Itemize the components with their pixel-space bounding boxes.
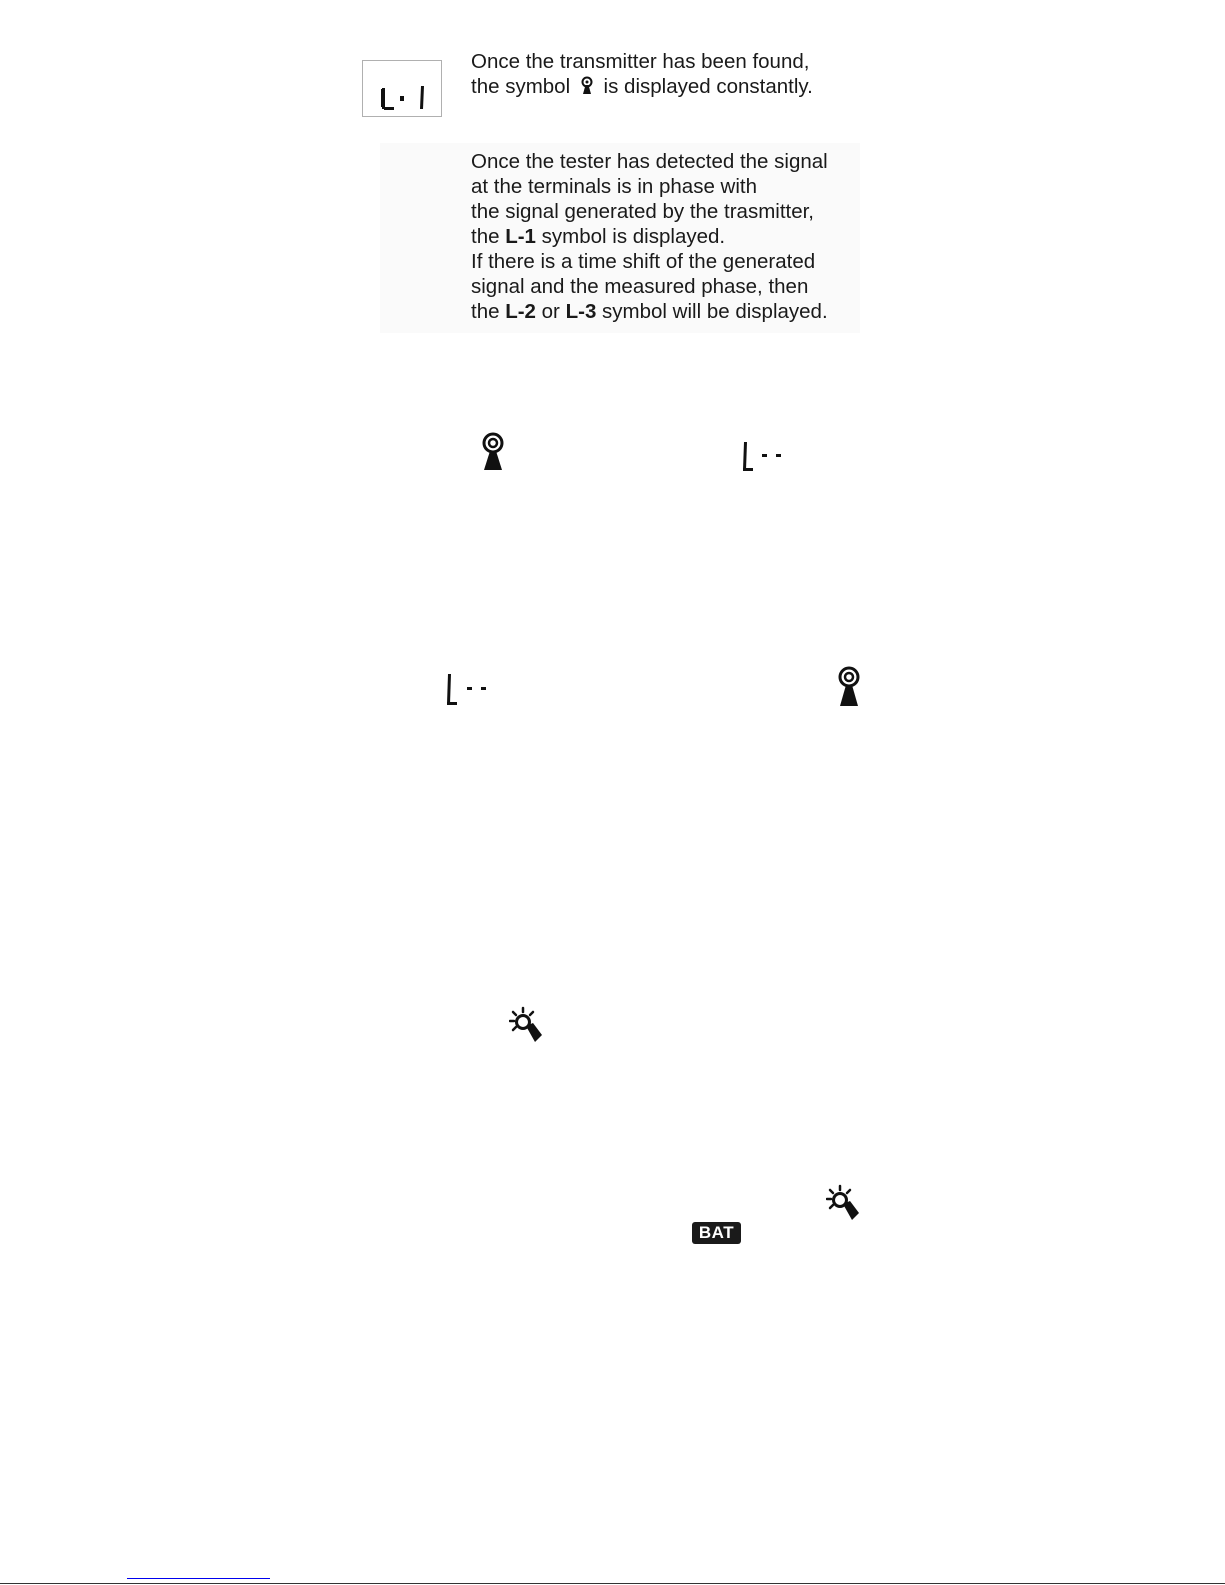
battery-icon: BAT — [692, 1222, 741, 1244]
para1-line2 — [471, 74, 813, 99]
para2-l4-c: symbol is displayed. — [541, 225, 726, 248]
para2-line3: the signal generated by the trasmitter, — [471, 200, 815, 223]
para1-line1: Once the transmitter has been found, — [471, 50, 810, 73]
para2-line2: at the terminals is in phase with — [471, 175, 757, 198]
lcd-l-dash-dash-icon — [741, 440, 791, 474]
paragraph-transmitter-found — [471, 49, 813, 99]
lcd-l-dash-dash-icon — [445, 672, 495, 708]
para2-line7 — [471, 299, 828, 324]
paragraph-phase-detection — [471, 149, 828, 324]
para2-l7-d: L-3 — [565, 300, 597, 323]
backlight-icon — [509, 1006, 545, 1044]
antenna-icon — [576, 76, 598, 96]
page-bottom-divider — [0, 1583, 1225, 1584]
para2-l7-b: L-2 — [505, 300, 536, 323]
backlight-icon — [826, 1184, 862, 1222]
lcd-display-l1 — [362, 60, 442, 117]
para2-line4 — [471, 224, 828, 249]
para2-line1: Once the tester has detected the signal — [471, 150, 828, 173]
antenna-icon — [834, 666, 864, 708]
para2-l4-a: the — [471, 225, 500, 248]
para1-line2-after: is displayed constantly. — [603, 75, 813, 98]
para2-l4-b: L-1 — [505, 225, 536, 248]
para2-l7-e: symbol will be displayed. — [602, 300, 828, 323]
footer-link-underline — [127, 1578, 270, 1579]
para2-line6: signal and the measured phase, then — [471, 275, 809, 298]
para2-line5: If there is a time shift of the generated — [471, 250, 816, 273]
para1-line2-before: the symbol — [471, 75, 571, 98]
lcd-l1-icon — [363, 61, 441, 116]
para2-l7-a: the — [471, 300, 500, 323]
para2-l7-c: or — [541, 300, 560, 323]
antenna-icon — [478, 432, 508, 472]
